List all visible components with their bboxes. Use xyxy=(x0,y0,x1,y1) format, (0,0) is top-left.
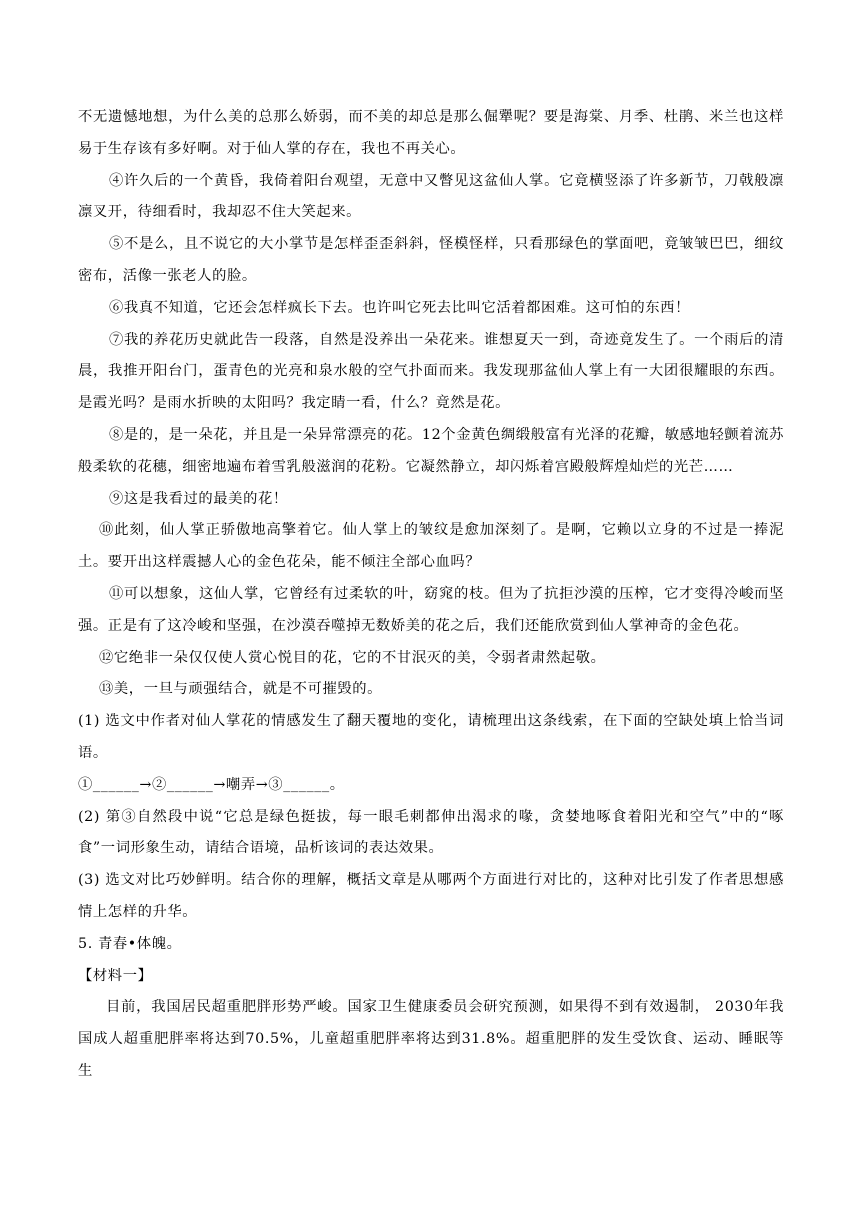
paragraph-5: ⑤不是么，且不说它的大小掌节是怎样歪歪斜斜，怪模怪样，只看那绿色的掌面吧，竟皱皱巴巴，细纹密布，活像一张老人的脸。 xyxy=(78,236,784,284)
question-1: (1) 选文中作者对仙人掌花的情感发生了翻天覆地的变化，请梳理出这条线索，在下面的空缺处填上恰当词语。 xyxy=(78,713,784,761)
section-heading: 5. 青春•体魄。 xyxy=(78,935,182,952)
question-1-blanks: ①______→②______→嘲弄→③______。 xyxy=(78,776,345,793)
paragraph-13: ⑬美，一旦与顽强结合，就是不可摧毁的。 xyxy=(99,681,383,698)
paragraph-6: ⑥我真不知道，它还会怎样疯长下去。也许叫它死去比叫它活着都困难。这可怕的东西！ xyxy=(109,299,690,316)
material-text: 目前，我国居民超重肥胖形势严峻。国家卫生健康委员会研究预测，如果得不到有效遏制， 2030年我国成人超重肥胖率将达到70.5%，儿童超重肥胖率将达到31.8%。超重肥胖的发生受饮食、运动、睡眠等生 xyxy=(78,999,784,1079)
document-page xyxy=(78,102,784,1088)
question-2: (2) 第③自然段中说“它总是绿色挺拔，每一眼毛刺都伸出渴求的喙，贪婪地啄食着阳光和空气”中的“啄食”一词形象生动，请结合语境，品析该词的表达效果。 xyxy=(78,808,784,857)
paragraph-4: ④许久后的一个黄昏，我倚着阳台观望，无意中又瞥见这盆仙人掌。它竟横竖添了许多新节，刀戟般凛凛叉开，待细看时，我却忍不住大笑起来。 xyxy=(78,172,784,221)
paragraph-7: ⑦我的养花历史就此告一段落，自然是没养出一朵花来。谁想夏天一到，奇迹竟发生了。一个雨后的清晨，我推开阳台门，蛋青色的光亮和泉水般的空气扑面而来。我发现那盆仙人掌上有一大团很耀眼的东西。是霞光吗？是雨水折映的太阳吗？我定睛一看，什么？竟然是花。 xyxy=(78,331,784,412)
paragraph-11: ⑪可以想象，这仙人掌，它曾经有过柔软的叶，窈窕的枝。但为了抗拒沙漠的压榨，它才变得冷峻而坚强。正是有了这冷峻和坚强，在沙漠吞噬掉无数娇美的花之后，我们还能欣赏到仙人掌神奇的金色花。 xyxy=(78,585,784,634)
paragraph-12: ⑫它绝非一朵仅仅使人赏心悦目的花，它的不甘泯灭的美，令弱者肃然起敬。 xyxy=(99,649,606,666)
paragraph-10: ⑩此刻，仙人掌正骄傲地高擎着它。仙人掌上的皱纹是愈加深刻了。是啊，它赖以立身的不过是一捧泥土。要开出这样震撼人心的金色花朵，能不倾注全部心血吗？ xyxy=(78,522,784,571)
paragraph-8: ⑧是的，是一朵花，并且是一朵异常漂亮的花。12个金黄色绸缎般富有光泽的花瓣，敏感地轻颤着流苏般柔软的花穗，细密地遍布着雪乳般滋润的花粉。它凝然静立，却闪烁着宫殿般辉煌灿烂的光芒…… xyxy=(78,426,784,475)
paragraph-9: ⑨这是我看过的最美的花！ xyxy=(109,490,288,507)
question-3: (3) 选文对比巧妙鲜明。结合你的理解，概括文章是从哪两个方面进行对比的，这种对比引发了作者思想感情上怎样的升华。 xyxy=(78,872,784,920)
material-title: 【材料一】 xyxy=(78,967,153,984)
paragraph-continuation: 不无遗憾地想，为什么美的总那么娇弱，而不美的却总是那么倔犟呢？要是海棠、月季、杜鹃、米兰也这样易于生存该有多好啊。对于仙人掌的存在，我也不再关心。 xyxy=(78,109,784,157)
